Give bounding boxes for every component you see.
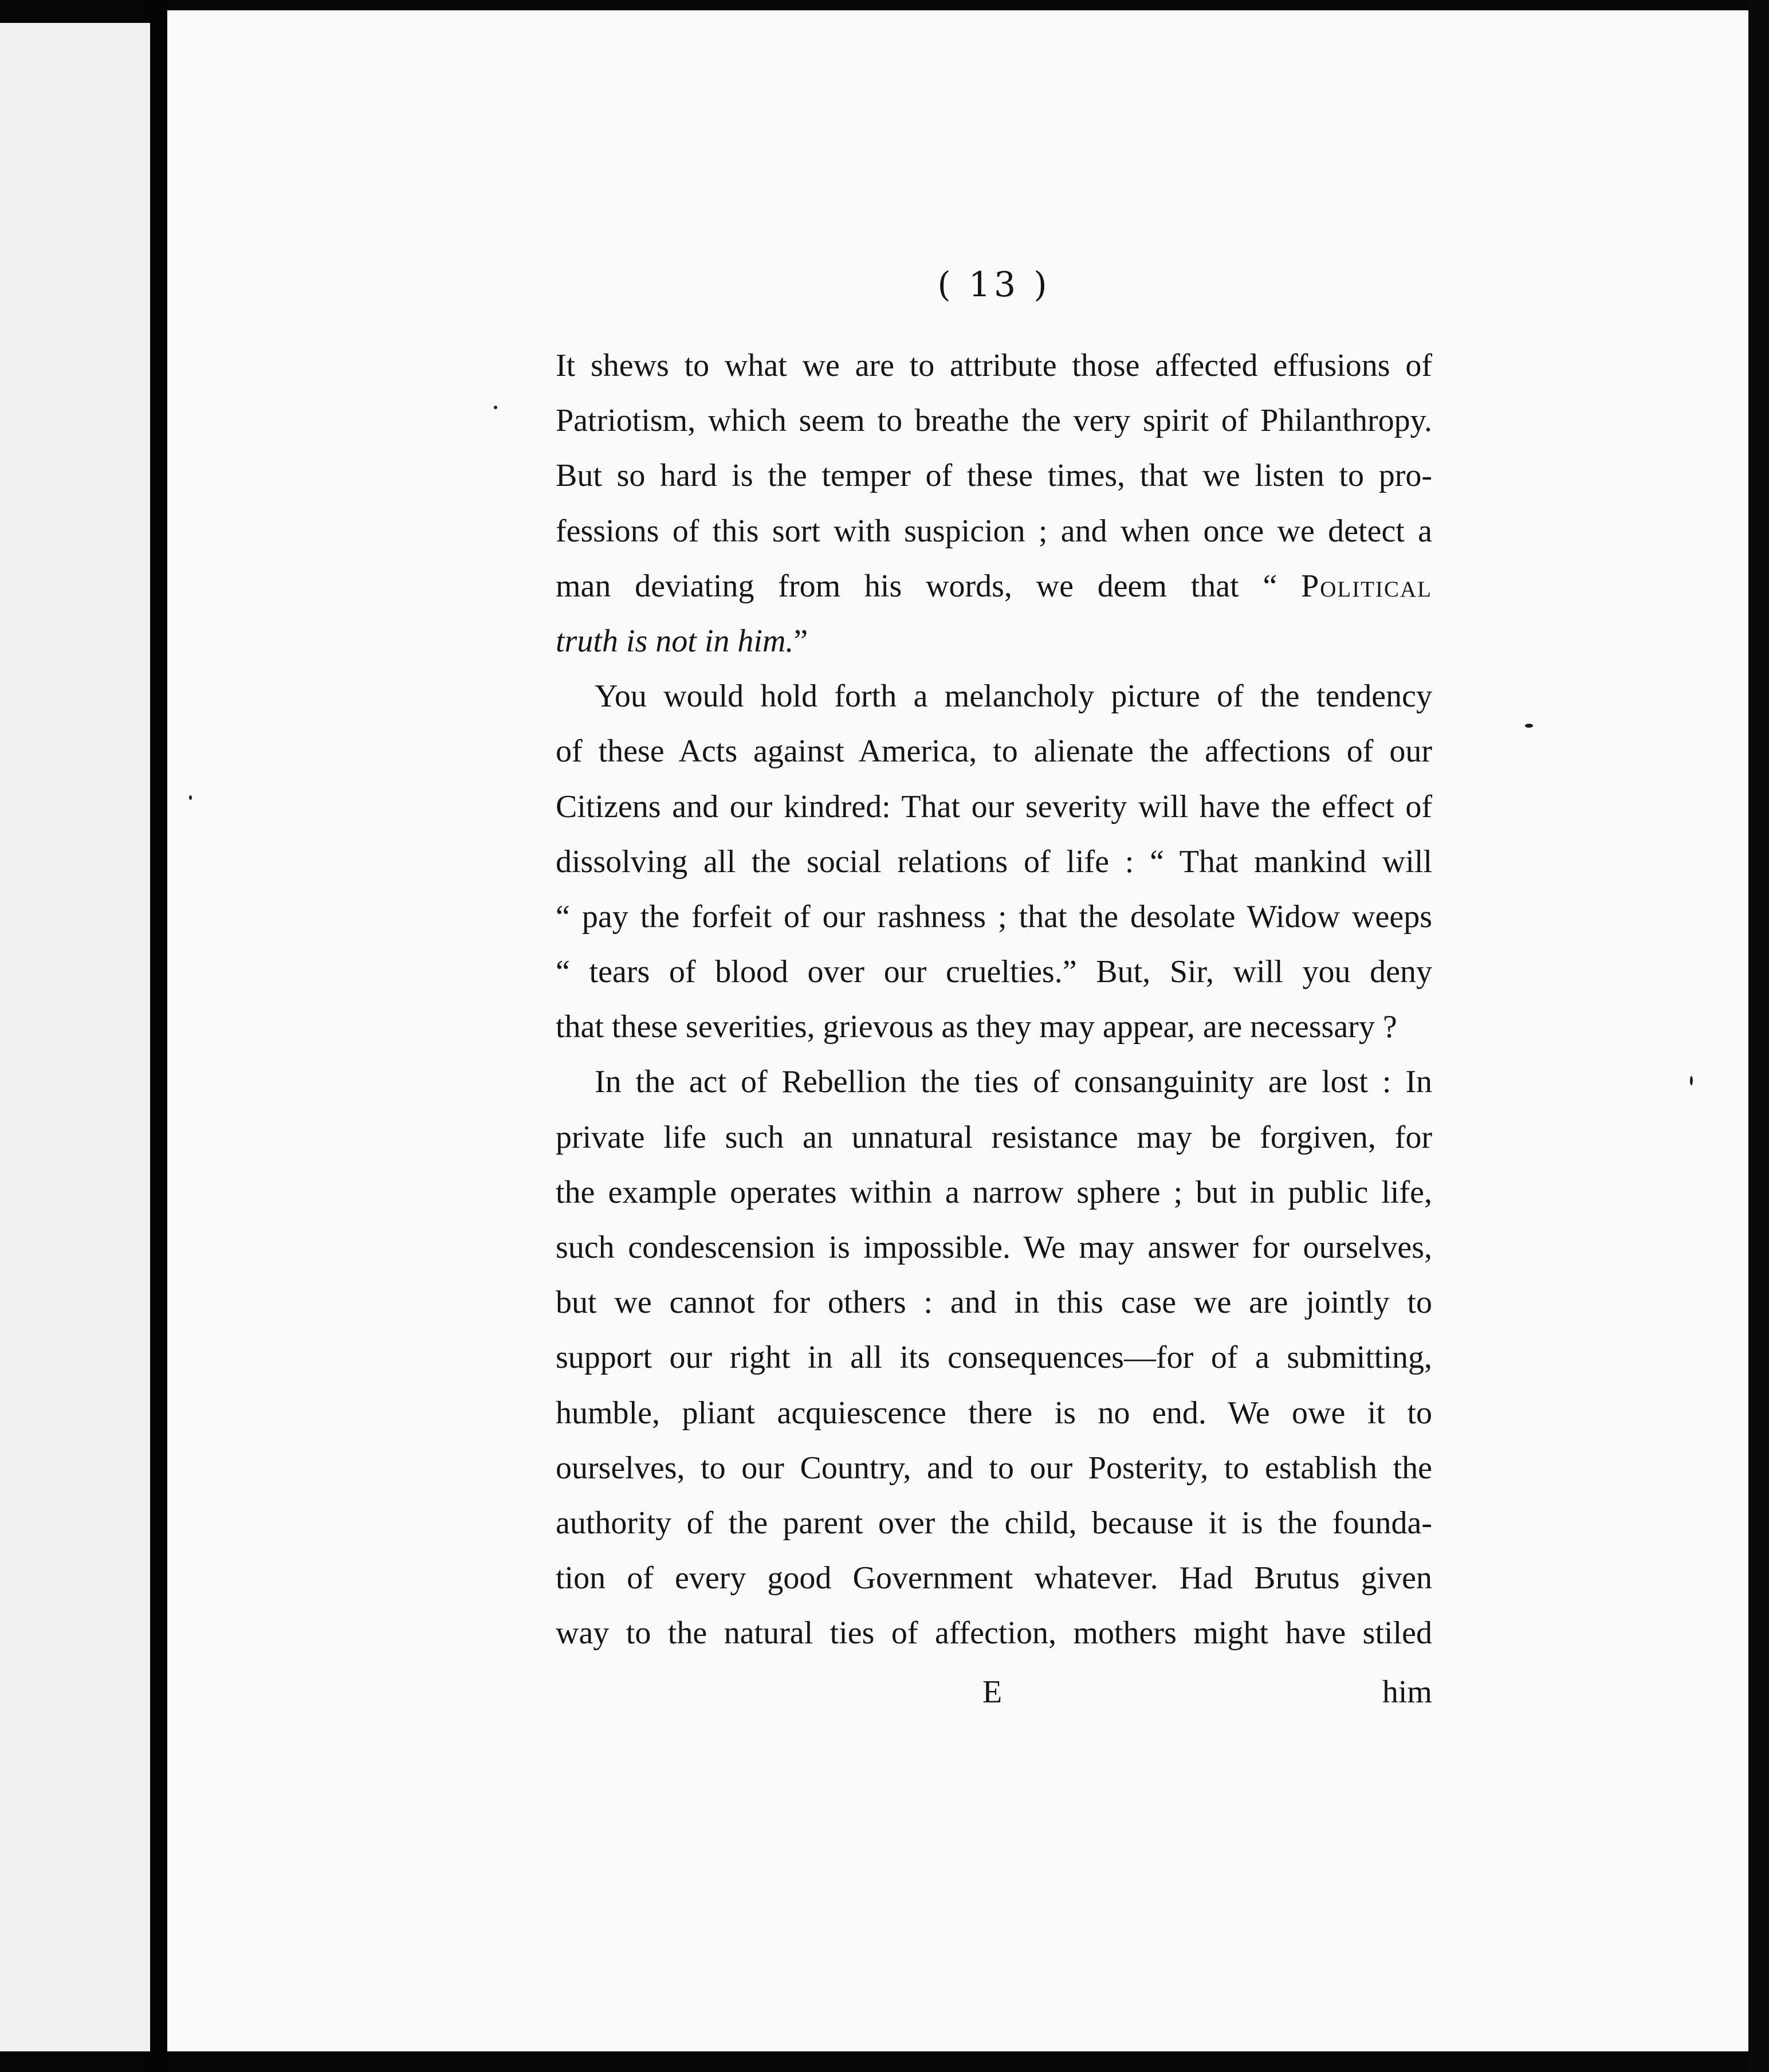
text-line: private life such an unnatural resistance may be forgiven, for — [556, 1119, 1432, 1155]
ink-speck — [1525, 724, 1533, 728]
text-line: Citizens and our kindred: That our severity will have the effect of — [556, 788, 1432, 825]
text-line: You would hold forth a melancholy picture of the tendency — [595, 678, 1432, 715]
body-text — [556, 338, 1432, 1661]
closing-quote: ” — [793, 623, 808, 659]
small-caps-word: Political — [1301, 568, 1432, 604]
text-line — [556, 559, 1432, 614]
paragraph — [556, 1054, 1432, 1661]
page-footer — [556, 1665, 1432, 1720]
text-line: of these Acts against America, to alienate the affections of our — [556, 733, 1432, 770]
text-line: support our right in all its consequences—for of a submitting, — [556, 1340, 1432, 1376]
text-line: dissolving all the social relations of life : “ That mankind will — [556, 843, 1432, 880]
text-line: In the act of Rebellion the ties of consanguinity are lost : In — [595, 1064, 1432, 1100]
page-edge-shadow — [1748, 0, 1769, 2072]
text-line: But so hard is the temper of these times, that we listen to pro- — [556, 458, 1432, 494]
text-line: Patriotism, which seem to breathe the very spirit of Philanthropy. — [556, 403, 1432, 439]
italic-quote: truth is not in him. — [556, 623, 794, 659]
paragraph — [556, 669, 1432, 1054]
text-line: humble, pliant acquiescence there is no end. We owe it to — [556, 1395, 1432, 1431]
text-line: way to the natural ties of affection, mothers might have stiled — [556, 1615, 1432, 1651]
ink-speck — [494, 406, 497, 409]
page-number: ( 13 ) — [937, 265, 1051, 305]
text-line: fessions of this sort with suspicion ; and when once we detect a — [556, 513, 1432, 549]
text-run: man deviating from his words, we deem that “ — [556, 568, 1302, 604]
text-line: ourselves, to our Country, and to our Posterity, to establish the — [556, 1450, 1432, 1486]
text-line: “ pay the forfeit of our rashness ; that the desolate Widow weeps — [556, 898, 1432, 935]
text-line: such condescension is impossible. We may answer for ourselves, — [556, 1230, 1432, 1265]
ink-speck — [1690, 1076, 1693, 1085]
book-gutter — [150, 0, 167, 2072]
signature-mark: E — [982, 1674, 1003, 1710]
text-line: but we cannot for others : and in this case we are jointly to — [556, 1285, 1432, 1321]
paragraph — [556, 338, 1432, 669]
ink-speck — [189, 795, 192, 800]
text-line: authority of the parent over the child, because it is the founda- — [556, 1505, 1432, 1541]
text-line: It shews to what we are to attribute those affected effusions of — [556, 348, 1432, 383]
text-line: that these severities, grievous as they may appear, are necessary ? — [556, 1009, 1397, 1045]
text-line: the example operates within a narrow sphere ; but in public life, — [556, 1174, 1432, 1210]
facing-page-edge — [0, 23, 150, 2051]
catchword: him — [1382, 1674, 1432, 1710]
text-line: “ tears of blood over our cruelties.” But, Sir, will you deny — [556, 954, 1432, 990]
text-line: tion of every good Government whatever. Had Brutus given — [556, 1560, 1432, 1596]
text-line — [556, 614, 1432, 669]
